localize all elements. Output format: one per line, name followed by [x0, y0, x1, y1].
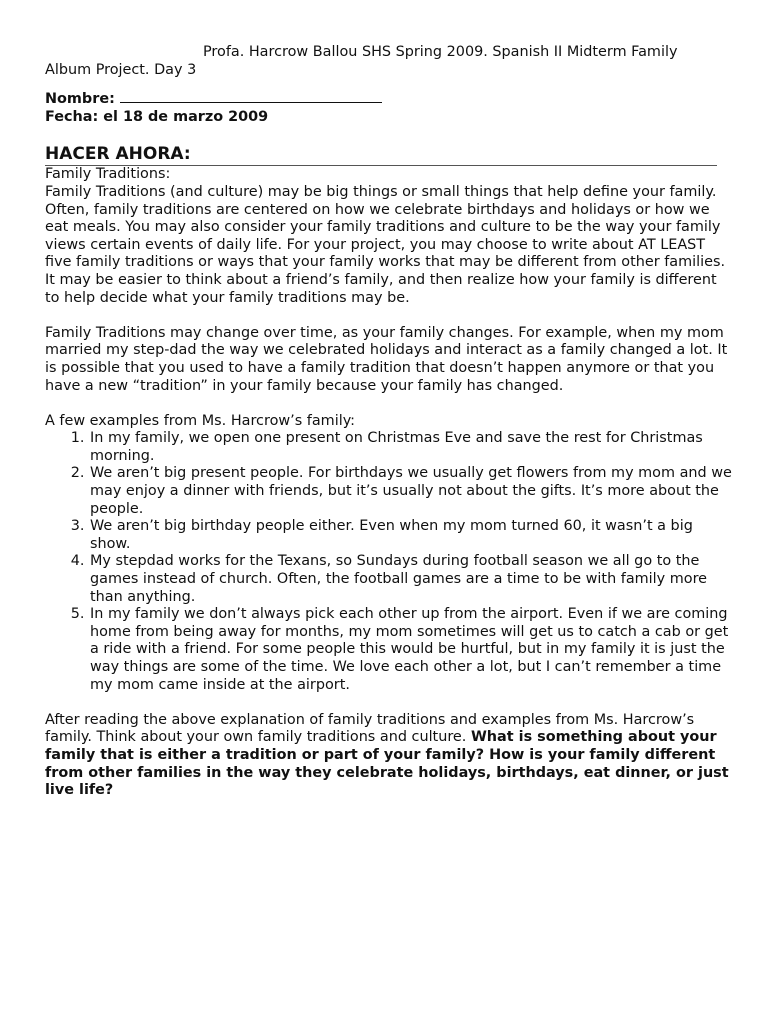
document-page — [45, 44, 735, 800]
paragraph-1: Family Traditions (and culture) may be big things or small things that help define your family. Often, family traditions are centered on how we celebrate birthdays and holidays or how we eat meals. You may also consider your family traditions and culture to be the way your family views certain events of daily life. For your project, you may choose to write about AT LEAST five family traditions or ways that your family works that may be different from other families. It may be easier to think about a friend’s family, and then realize how your family is different to help decide what your family traditions may be. — [45, 183, 726, 306]
closing-text: After reading the above explanation of family traditions and examples from Ms. Harcrow’s family. Think about your own family traditions and culture. — [45, 711, 695, 746]
example-item: 1. In my family, we open one present on Christmas Eve and save the rest for Christmas morning. — [89, 430, 735, 465]
student-meta — [45, 89, 735, 126]
name-blank — [120, 89, 382, 103]
example-item: 3. We aren’t big birthday people either. Even when my mom turned 60, it wasn’t a big show. — [89, 518, 735, 553]
section-title: HACER AHORA: — [45, 144, 717, 166]
example-item: 5. In my family we don’t always pick each other up from the airport. Even if we are coming home from being away for months, my mom sometimes will get us to catch a cab or get a ride with a friend. For some people this would be hurtful, but in my family it is just the way things are some of the time. We love each other a lot, but I can’t remember a time my mom came inside at the airport. — [89, 606, 735, 694]
example-item: 2. We aren’t big present people. For birthdays we usually get flowers from my mom and we may enjoy a dinner with friends, but it’s usually not about the gifts. It’s more about the people. — [89, 465, 735, 518]
paragraph-2: Family Traditions may change over time, as your family changes. For example, when my mom married my step-dad the way we celebrated holidays and interact as a family changed a lot. It is possible that you used to have a family tradition that doesn’t happen anymore or that you have a new “tradition” in your family because your family has changed. — [45, 324, 728, 394]
examples-intro: A few examples from Ms. Harcrow’s family: — [45, 412, 356, 429]
examples-list — [45, 430, 735, 694]
name-label: Nombre: — [45, 91, 115, 108]
date-line: Fecha: el 18 de marzo 2009 — [45, 108, 269, 125]
header-line-2: Album Project. Day 3 — [45, 61, 197, 78]
header-line-1: Profa. Harcrow Ballou SHS Spring 2009. Spanish II Midterm Family — [203, 44, 678, 60]
closing-paragraph — [45, 712, 735, 800]
subheading: Family Traditions: — [45, 166, 171, 183]
example-item: 4. My stepdad works for the Texans, so Sundays during football season we all go to the games instead of church. Often, the football games are a time to be with family more than anything. — [89, 553, 735, 606]
closing-question: What is something about your family that is either a tradition or part of your family? How is your family different from other families in the way they celebrate holidays, birthdays, eat dinner, or just live life? — [45, 729, 729, 799]
name-line — [45, 89, 735, 109]
